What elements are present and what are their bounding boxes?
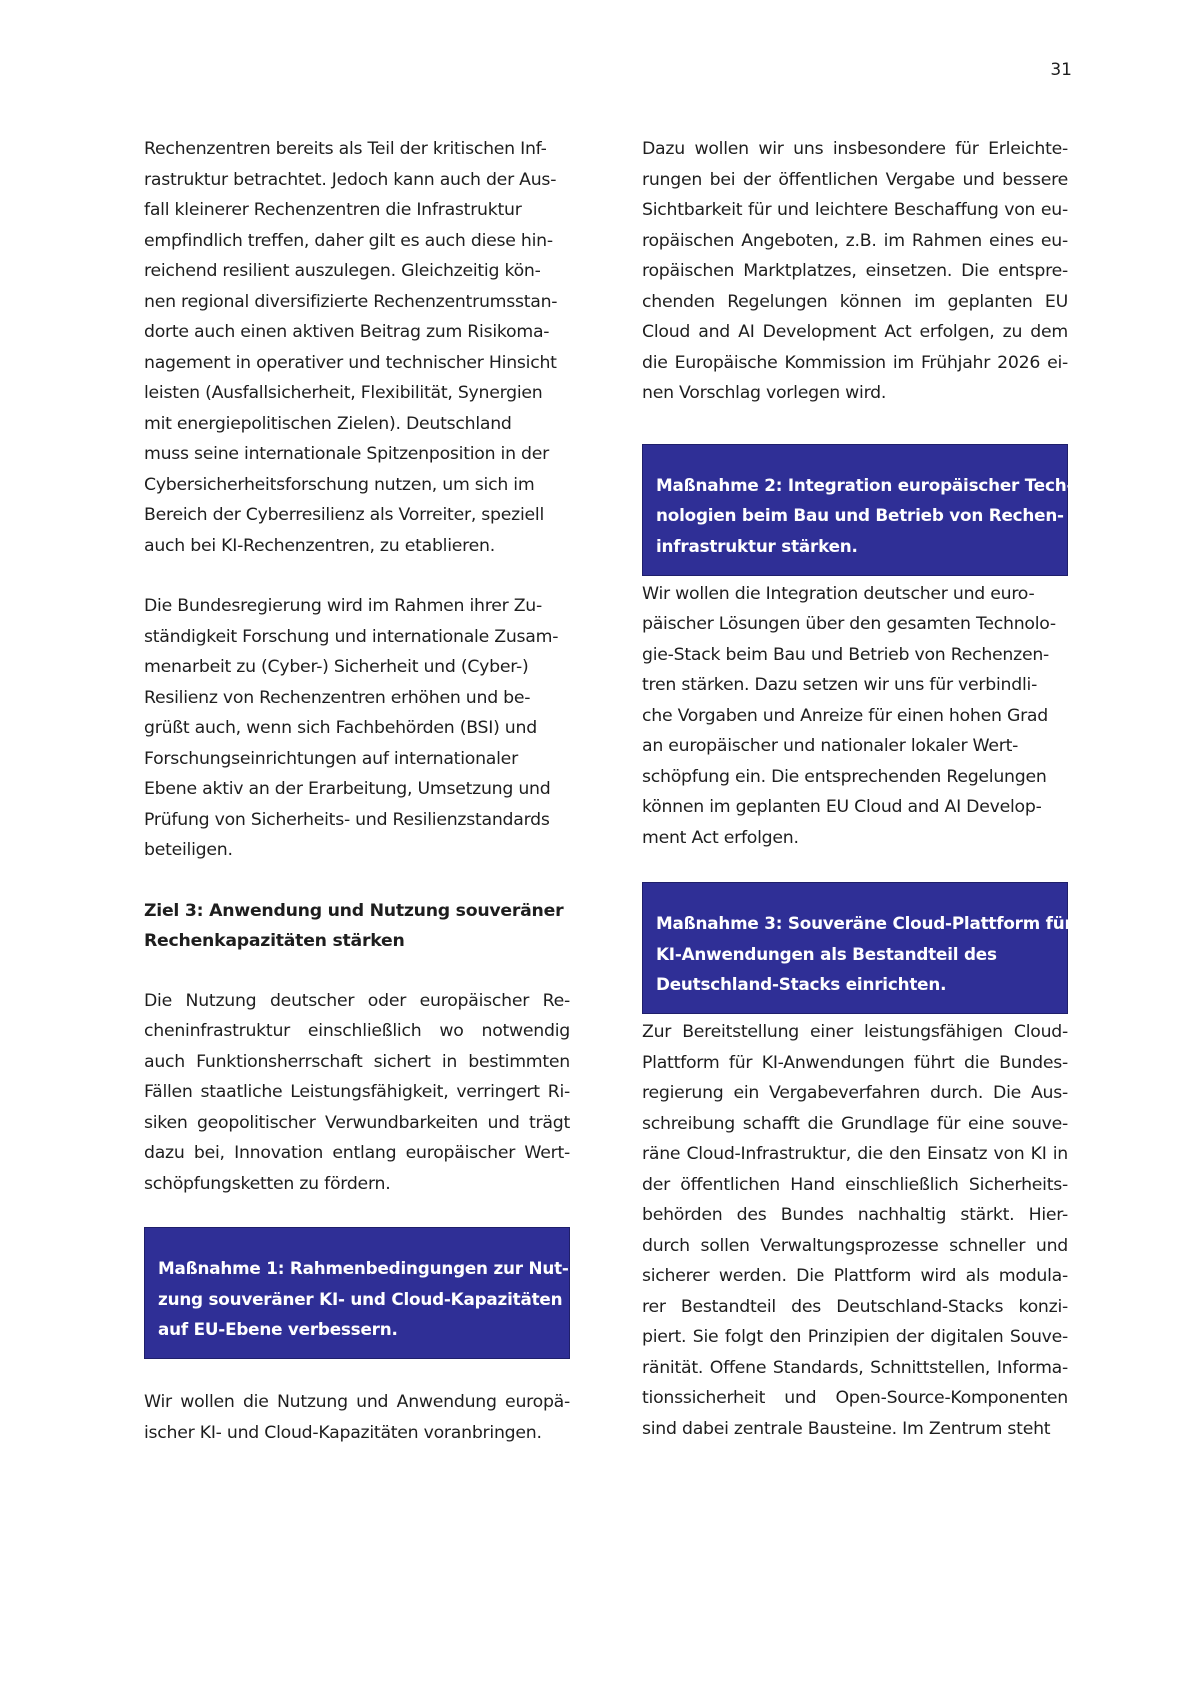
text-line: sicherer werden. Die Plattform wird als modula- bbox=[642, 1266, 1068, 1286]
text-line: Ziel 3: Anwendung und Nutzung souveräner bbox=[144, 900, 564, 921]
text-line: Ebene aktiv an der Erarbeitung, Umsetzung und bbox=[144, 779, 551, 799]
text-line: die Europäische Kommission im Frühjahr 2026 ei- bbox=[642, 352, 1068, 373]
text-line: Die Bundesregierung wird im Rahmen ihrer Zu- bbox=[144, 596, 542, 616]
text-line: ständigkeit Forschung und internationale Zusam- bbox=[144, 626, 559, 647]
text-line: piert. Sie folgt den Prinzipien der digitalen Souve- bbox=[642, 1327, 1068, 1347]
text-line: Dazu wollen wir uns insbesondere für Erleichte- bbox=[642, 139, 1068, 159]
text-line: ment Act erfolgen. bbox=[642, 827, 799, 848]
text-line: che Vorgaben und Anreize für einen hohen Grad bbox=[642, 705, 1048, 726]
text-line: menarbeit zu (Cyber-) Sicherheit und (Cyber-) bbox=[144, 657, 529, 677]
text-line: grüßt auch, wenn sich Fachbehörden (BSI) und bbox=[144, 718, 537, 738]
text-line: regierung ein Vergabeverfahren durch. Die Aus- bbox=[642, 1083, 1068, 1103]
section-heading-goal-3 bbox=[144, 896, 570, 957]
text-line: rungen bei der öffentlichen Vergabe und bessere bbox=[642, 169, 1068, 190]
text-line: räne Cloud-Infrastruktur, die den Einsatz von KI in bbox=[642, 1144, 1068, 1164]
text-line: dazu bei, Innovation entlang europäischer Wert- bbox=[144, 1143, 570, 1163]
text-line: Cloud and AI Development Act erfolgen, zu dem bbox=[642, 322, 1068, 342]
measure-box-3 bbox=[642, 882, 1073, 1014]
text-line: Maßnahme 2: Integration europäischer Tech- bbox=[656, 474, 1074, 495]
text-line: Prüfung von Sicherheits- und Resilienzstandards bbox=[144, 809, 550, 830]
text-line: ropäischen Angeboten, z.B. im Rahmen eines eu- bbox=[642, 230, 1068, 251]
text-line: schöpfungsketten zu fördern. bbox=[144, 1173, 391, 1194]
text-line: nen Vorschlag vorlegen wird. bbox=[642, 383, 887, 403]
text-line: zung souveräner KI- und Cloud-Kapazitäten bbox=[158, 1288, 563, 1309]
text-line: durch sollen Verwaltungsprozesse schneller und bbox=[642, 1235, 1068, 1256]
text-line: chenden Regelungen können im geplanten EU bbox=[642, 291, 1068, 312]
right-column bbox=[642, 134, 1074, 1444]
text-line: Zur Bereitstellung einer leistungsfähigen Cloud- bbox=[642, 1022, 1068, 1042]
text-line: an europäischer und nationaler lokaler Wert- bbox=[642, 736, 1019, 756]
text-line: muss seine internationale Spitzenposition in der bbox=[144, 444, 549, 464]
text-line: ränität. Offene Standards, Schnittstellen, Informa- bbox=[642, 1357, 1068, 1378]
text-line: siken geopolitischer Verwundbarkeiten und trägt bbox=[144, 1112, 570, 1133]
text-line: Maßnahme 1: Rahmenbedingungen zur Nut- bbox=[158, 1258, 569, 1278]
text-line: Die Nutzung deutscher oder europäischer Re- bbox=[144, 990, 570, 1011]
text-line: mit energiepolitischen Zielen). Deutschland bbox=[144, 413, 512, 434]
text-line: schreibung schafft die Grundlage für eine souve- bbox=[642, 1113, 1068, 1134]
text-line: cheninfrastruktur einschließlich wo notwendig bbox=[144, 1021, 570, 1041]
text-line: behörden des Bundes nachhaltig stärkt. Hier- bbox=[642, 1205, 1068, 1225]
text-line: auf EU-Ebene verbessern. bbox=[158, 1319, 398, 1339]
text-line: Wir wollen die Integration deutscher und euro- bbox=[642, 583, 1035, 604]
text-line: nologien beim Bau und Betrieb von Rechen- bbox=[656, 505, 1064, 525]
text-line: tionssicherheit und Open-Source-Komponenten bbox=[642, 1388, 1068, 1408]
text-line: Bereich der Cyberresilienz als Vorreiter, speziell bbox=[144, 505, 545, 525]
text-line: ropäischen Marktplatzes, einsetzen. Die entspre- bbox=[642, 261, 1068, 281]
text-line: infrastruktur stärken. bbox=[656, 535, 858, 556]
text-line: Deutschland-Stacks einrichten. bbox=[656, 974, 947, 994]
text-line: Plattform für KI-Anwendungen führt die Bundes- bbox=[642, 1052, 1068, 1073]
paragraph-use-of-infrastructure bbox=[144, 986, 570, 1200]
text-line: rer Bestandteil des Deutschland-Stacks konzi- bbox=[642, 1296, 1068, 1317]
text-line: Cybersicherheitsforschung nutzen, um sich im bbox=[144, 474, 535, 495]
text-line: Sichtbarkeit für und leichtere Beschaffung von eu- bbox=[642, 200, 1068, 220]
text-line: gie-Stack beim Bau und Betrieb von Rechenzen- bbox=[642, 644, 1050, 665]
text-line: der öffentlichen Hand einschließlich Sicherheits- bbox=[642, 1174, 1068, 1195]
text-line: KI-Anwendungen als Bestandteil des bbox=[656, 943, 997, 964]
text-line: dorte auch einen aktiven Beitrag zum Risikoma- bbox=[144, 322, 550, 342]
text-line: Resilienz von Rechenzentren erhöhen und be- bbox=[144, 687, 531, 708]
text-line: Forschungseinrichtungen auf internationaler bbox=[144, 748, 518, 769]
text-line: rastruktur betrachtet. Jedoch kann auch der Aus- bbox=[144, 169, 557, 190]
paragraph-cloud-platform bbox=[642, 1017, 1068, 1444]
text-line: leisten (Ausfallsicherheit, Flexibilität, Synergien bbox=[144, 383, 543, 403]
text-line: Wir wollen die Nutzung und Anwendung europä- bbox=[144, 1392, 570, 1412]
text-line: fall kleinerer Rechenzentren die Infrastruktur bbox=[144, 200, 522, 220]
text-line: sind dabei zentrale Bausteine. Im Zentrum steht bbox=[642, 1418, 1051, 1439]
paragraph-public-procurement bbox=[642, 134, 1068, 409]
text-line: auch bei KI-Rechenzentren, zu etablieren. bbox=[144, 535, 495, 556]
text-line: beteiligen. bbox=[144, 840, 233, 860]
paragraph-technology-integration bbox=[642, 579, 1068, 854]
text-line: Maßnahme 3: Souveräne Cloud-Plattform für bbox=[656, 913, 1073, 933]
paragraph-use-of-ki-cloud bbox=[144, 1387, 570, 1448]
left-column bbox=[144, 134, 570, 1448]
paragraph-infrastructure-resilience bbox=[144, 134, 570, 561]
measure-box-2 bbox=[642, 444, 1074, 576]
text-line: päischer Lösungen über den gesamten Technolo- bbox=[642, 614, 1056, 634]
measure-box-1 bbox=[144, 1227, 570, 1359]
text-line: nen regional diversifizierte Rechenzentrumsstan- bbox=[144, 291, 558, 312]
text-line: tren stärken. Dazu setzen wir uns für verbindli- bbox=[642, 675, 1038, 695]
text-line: Rechenzentren bereits als Teil der kritischen Inf- bbox=[144, 139, 547, 159]
text-line: Rechenkapazitäten stärken bbox=[144, 931, 405, 951]
text-line: auch Funktionsherrschaft sichert in bestimmten bbox=[144, 1051, 570, 1072]
text-line: ischer KI- und Cloud-Kapazitäten voranbringen. bbox=[144, 1422, 542, 1443]
text-line: Fällen staatliche Leistungsfähigkeit, verringert Ri- bbox=[144, 1082, 570, 1102]
text-line: reichend resilient auszulegen. Gleichzeitig kön- bbox=[144, 261, 541, 281]
text-line: können im geplanten EU Cloud and AI Develop- bbox=[642, 797, 1042, 817]
paragraph-federal-government-research bbox=[144, 591, 570, 866]
text-line: nagement in operativer und technischer Hinsicht bbox=[144, 352, 557, 373]
text-line: schöpfung ein. Die entsprechenden Regelungen bbox=[642, 766, 1047, 787]
page-number: 31 bbox=[1050, 60, 1072, 80]
text-line: empfindlich treffen, daher gilt es auch diese hin- bbox=[144, 230, 553, 251]
